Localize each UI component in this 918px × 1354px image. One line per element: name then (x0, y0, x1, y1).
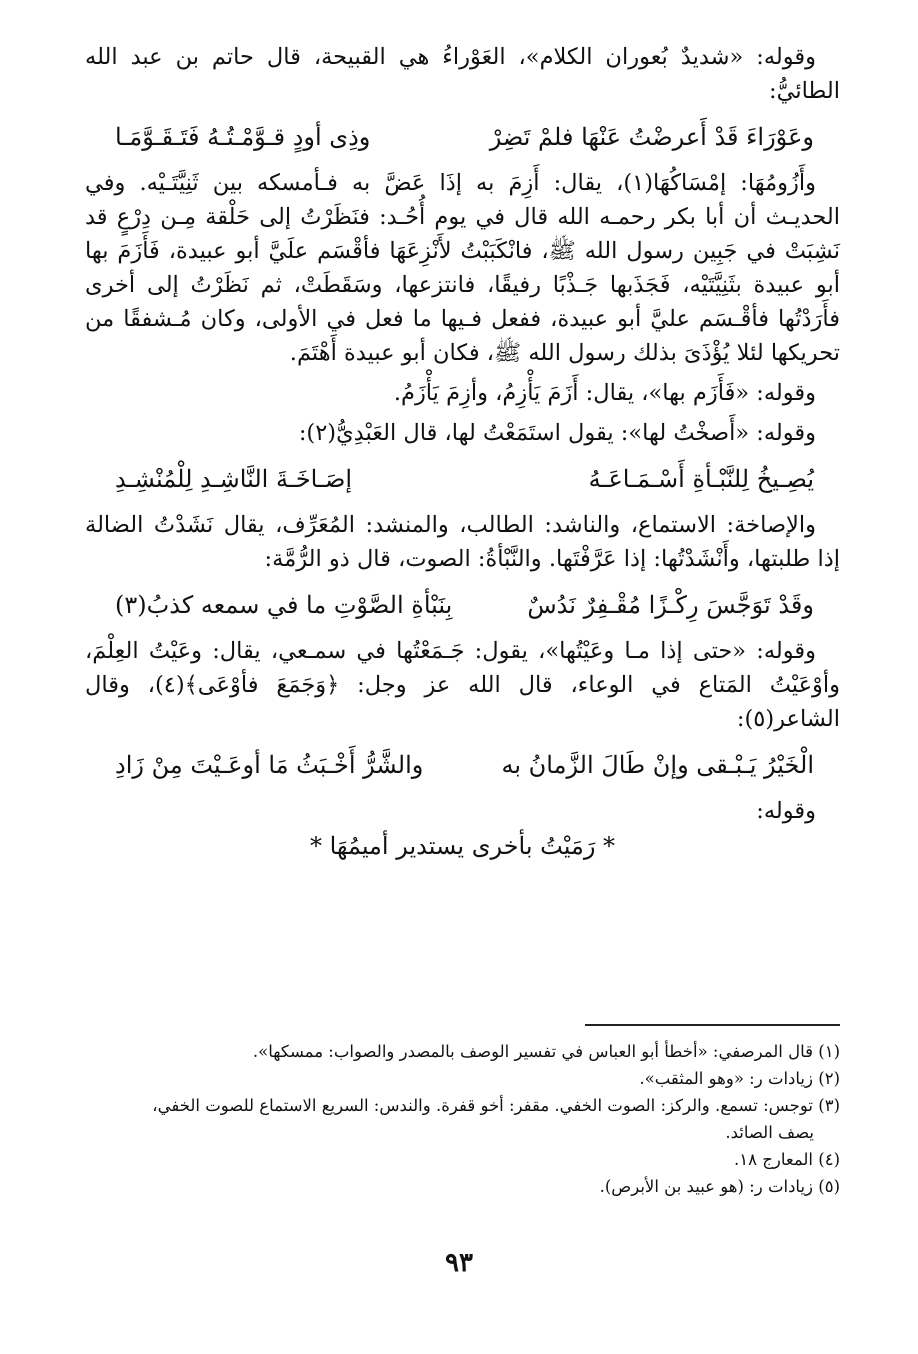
footnotes (85, 1038, 840, 1200)
paragraph-5: والإصاخة: الاستماع، والناشد: الطالب، والمنشد: المُعَرِّف، يقال نَشَدْتُ الضالة إذا طلبتها، وأَنْشَدْتُها: إذا عَرَّفْتَها. والنَّبْأةُ: الصوت، قال ذو الرُّمَّة: (85, 512, 840, 572)
footnote-2: (٢) زيادات ر: «وهو المثقب». (639, 1069, 840, 1088)
footnote-4: (٤) المعارج ١٨. (734, 1150, 840, 1169)
verse-abdi-first-hemistich: يُصِـيخُ لِلنَّبْـأةِ أَسْـمَـاعَـهُ (588, 465, 814, 493)
footnote-3: (٣) توجس: تسمع. والركز: الصوت الخفي. مقفر: أخو قفرة. والندس: السريع الاستماع للصوت الخفي، (152, 1096, 840, 1115)
verse-hatim-second-hemistich: وذِى أودٍ قـوَّمْـتُـهُ فَتَـقَـوَّمَـا (115, 123, 371, 151)
verse-dhu-rumma-first-hemistich: وقَدْ تَوَجَّسَ رِكْـزًا مُقْـفِرٌ نَدُسٌ (527, 591, 814, 619)
verse-dhu-rumma (85, 586, 840, 624)
paragraph-6: وقوله: «حتى إذا مـا وعَيْتُها»، يقول: جَـمَعْتُها في سمـعي، يقال: وعَيْتُ العِلْمَ، وأوْعَيْتُ المَتاع في الوعاء، قال الله عز وجل: ﴿وَجَمَعَ فأوْعَى﴾(٤)، وقال الشاعر(٥): (85, 638, 840, 732)
verse-hatim (85, 118, 840, 156)
quoted-hemistich: * رَمَيْتُ بأخرى يستدير أميمُهَا * (309, 832, 616, 860)
verse-abdi (85, 460, 840, 498)
verse-poet-second-hemistich: والشَّرُّ أَخْـبَثُ مَا أوعَـيْتَ مِنْ زَادِ (115, 751, 424, 779)
footnote-1: (١) قال المرصفي: «أخطأ أبو العباس في تفسير الوصف بالمصدر والصواب: ممسكها». (252, 1042, 840, 1061)
verse-poet-first-hemistich: الْخَيْرُ يَـبْـقى وإنْ طَالَ الزَّمانُ به (501, 751, 814, 779)
paragraph-7: وقوله: (756, 798, 816, 824)
paragraph-3: وقوله: «فَأَزَم بها»، يقال: أَزَمَ يَأْزِمُ، وأزِمَ يَأْزَمُ. (393, 380, 816, 406)
verse-abdi-second-hemistich: إصَـاخَـةَ النَّاشِـدِ لِلْمُنْشِـدِ (115, 465, 353, 493)
main-text (85, 40, 840, 864)
footnote-5: (٥) زيادات ر: (هو عبيد بن الأبرص). (599, 1177, 840, 1196)
verse-dhu-rumma-second-hemistich: بِنَبْأةِ الصَّوْتِ ما في سمعه كذبُ(٣) (115, 591, 453, 619)
paragraph-1: وقوله: «شديدٌ بُعوران الكلام»، العَوْراءُ هي القبيحة، قال حاتم بن عبد الله الطائيُّ: (85, 44, 840, 104)
footnote-divider (585, 1024, 840, 1026)
footnote-3-continued: يصف الصائد. (725, 1123, 814, 1142)
verse-poet (85, 746, 840, 784)
paragraph-4: وقوله: «أَصخْتُ لها»: يقول استَمَعْتُ لها، قال العَبْدِيُّ(٢): (298, 420, 816, 446)
paragraph-2: وأَزُومُهَا: إمْسَاكُهَا(١)، يقال: أَزِمَ به إذَا عَضَّ به فـأمسكه بين ثَنِيَّتَـيْه. وفي الحديـث أن أبا بكر رحمـه الله قال في يوم أُحُـد: فنَظَرْتُ إلى حَلْقة مِـن دِرْعٍ قد نَشِبَتْ في جَبِين رسول الله ﷺ، فانْكَبَبْتُ لأَنْزِعَهَا فأقْسَم علَيَّ أبو عبيدة، فَأَزَمَ بها أبو عبيدة بثَنِيَّتَيْه، فَجَذَبها جَـذْبًا رفيقًا، فانتزعها، وسَقَطَتْ، ثم نَظَرْتُ إلى أخرى فأَرَدْتُها فأقْـسَم عليَّ أبو عبيدة، ففعل فـيها ما فعل في الأولى، وكان مُـشفقًا من تحريكها لئلا يُؤْذَىَ بذلك رسول الله ﷺ، فكان أبو عبيدة أَهْتَمَ. (85, 170, 840, 366)
verse-hatim-first-hemistich: وعَوْرَاءَ قَدْ أَعرضْتُ عَنْهَا فلمْ تَضِرْ (489, 123, 814, 151)
page-number: ٩٣ (445, 1248, 473, 1278)
